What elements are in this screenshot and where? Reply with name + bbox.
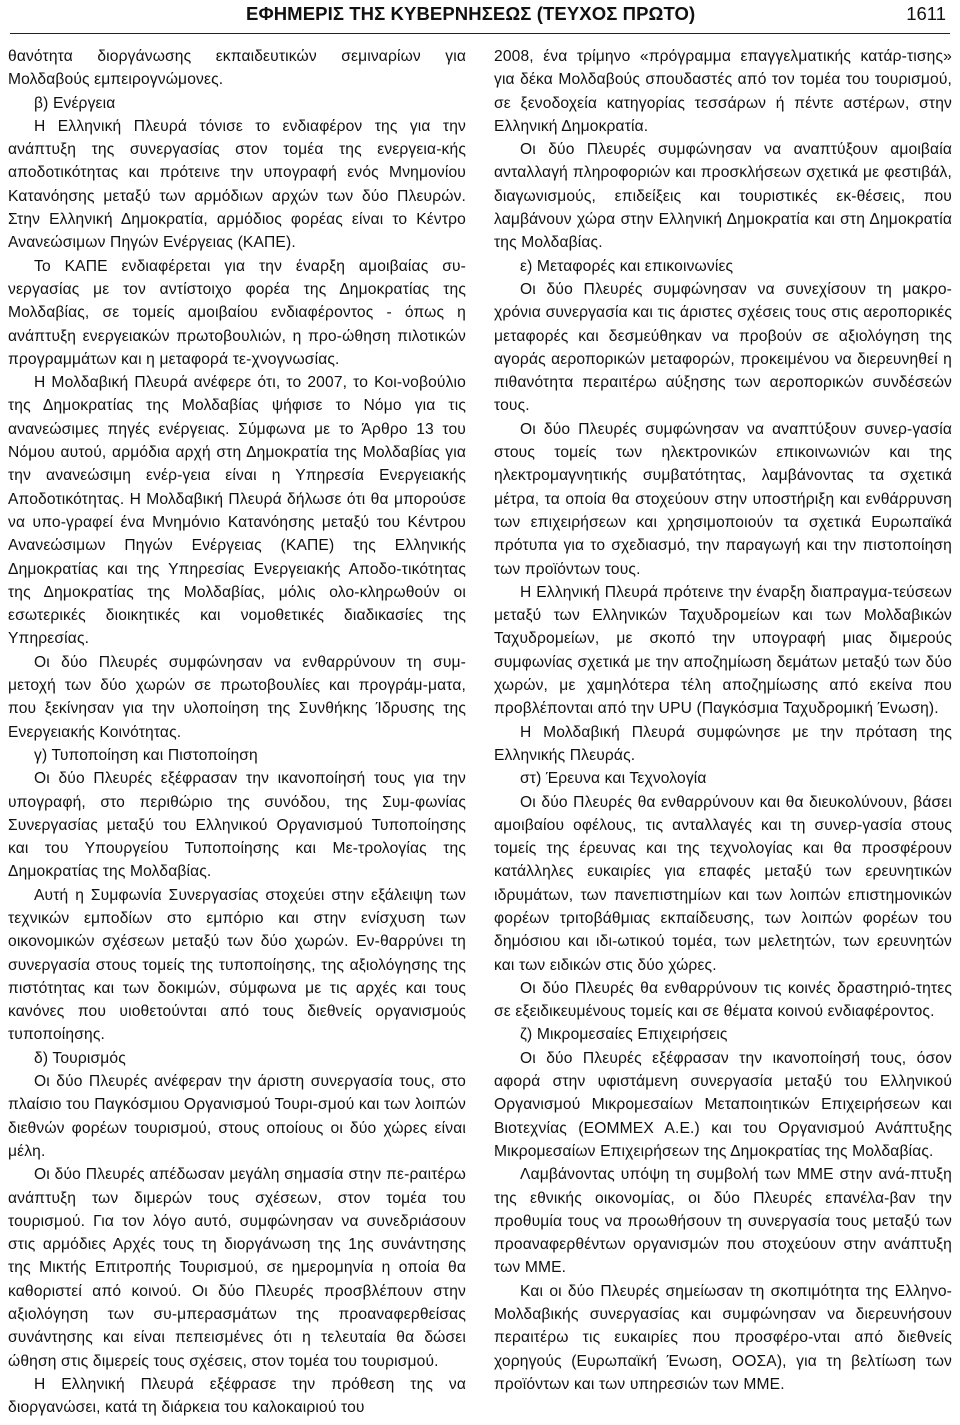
paragraph: Η Ελληνική Πλευρά εξέφρασε την πρόθεση της να διοργανώσει, κατά τη διάρκεια του καλοκαιριού του: [8, 1375, 466, 1417]
paragraph: Και οι δύο Πλευρές σημείωσαν τη σκοπιμότητα της Ελληνο-Μολδαβικής συνεργασίας και συμφώνησαν να διερευνήσουν περαιτέρω τις ευκαιρίες που προσφέρο-νται από διεθνείς χορηγούς (Ευρωπαϊκή Ένωση, ΟΟΣΑ), για τη βελτίωση των προϊόντων και των υπηρεσιών των ΜΜΕ.: [494, 1282, 952, 1393]
paragraph: Οι δύο Πλευρές θα ενθαρρύνουν τις κοινές δραστηριό-τητες σε εξειδικευμένους τομείς και σε θέματα κοινού ενδιαφέροντος.: [494, 979, 952, 1021]
paragraph: Η Ελληνική Πλευρά τόνισε το ενδιαφέρον της για την ανάπτυξη της συνεργασίας στον τομέα της ενεργεια-κής αποδοτικότητας και πρότεινε την υπογραφή ενός Μνημονίου Κατανόησης μεταξύ των αρμόδιων αρχών των δύο Πλευρών. Στην Ελληνική Δημοκρατία, αρμόδιος φορέας είναι το Κέντρο Ανανεώσιμων Πηγών Ενέργειας (ΚΑΠΕ).: [8, 117, 466, 252]
paragraph: Οι δύο Πλευρές εξέφρασαν την ικανοποίησή τους για την υπογραφή, στο περιθώριο της συνόδου, της Συμ-φωνίας Συνεργασίας μεταξύ του Ελληνικού Οργανισμού Τυποποίησης και του Υπουργείου Τυποποίησης και Με-τρολογίας της Δημοκρατίας της Μολδαβίας.: [8, 770, 466, 881]
header-divider: [10, 33, 950, 34]
paragraph: ε) Μεταφορές και επικοινωνίες: [520, 257, 734, 275]
paragraph: Οι δύο Πλευρές ανέφεραν την άριστη συνεργασία τους, στο πλαίσιο του Παγκόσμιου Οργανισμού Τουρι-σμού και των λοιπών διεθνών φορέων τουρισμού, στους οποίους οι δύο χώρες είναι μέλη.: [8, 1073, 466, 1160]
paragraph: Η Μολδαβική Πλευρά συμφώνησε με την πρόταση της Ελληνικής Πλευράς.: [494, 723, 952, 764]
paragraph: 2008, ένα τρίμηνο «πρόγραμμα επαγγελματικής κατάρ-τισης» για δέκα Μολδαβούς σπουδαστές από τον τομέα του τουρισμού, σε ξενοδοχεία κατηγορίας τεσσάρων ή πέντε αστέρων, στην Ελληνική Δημοκρατία.: [494, 48, 952, 135]
paragraph: Η Ελληνική Πλευρά πρότεινε την έναρξη διαπραγμα-τεύσεων μεταξύ των Ελληνικών Ταχυδρομείων και των Μολδαβικών Ταχυδρομείων, με σκοπό την υπογραφή μιας διμερούς συμφωνίας σχετικά με την αποζημίωση δεμάτων μεταξύ των δύο χωρών, με χαμηλότερα τέλη αποζημίωσης από εκείνα που προβλέπονται από την UPU (Παγκόσμια Ταχυδρομική Ένωση).: [494, 583, 952, 718]
paragraph: Οι δύο Πλευρές συμφώνησαν να ενθαρρύνουν τη συμ-μετοχή των δύο χωρών σε πρωτοβουλίες και προγράμ-ματα, που ξεκίνησαν για την υλοποίηση της Συνθήκης Ίδρυσης της Ενεργειακής Κοινότητας.: [8, 653, 466, 741]
paragraph: στ) Έρευνα και Τεχνολογία: [520, 770, 707, 788]
gazette-title: ΕΦΗΜΕΡΙΣ ΤΗΣ ΚΥΒΕΡΝΗΣΕΩΣ (ΤΕΥΧΟΣ ΠΡΩΤΟ): [246, 3, 696, 24]
paragraph: Λαμβάνοντας υπόψη τη συμβολή των ΜΜΕ στην ανά-πτυξη της εθνικής οικονομίας, οι δύο Πλευρές επανέλα-βαν την προθυμία τους να προωθήσουν τη συνεργασία τους μεταξύ των προαναφερθέντων οργανισμών που στοχεύουν στην ανάπτυξη των ΜΜΕ.: [494, 1166, 952, 1277]
paragraph: Αυτή η Συμφωνία Συνεργασίας στοχεύει στην εξάλειψη των τεχνικών εμποδίων στο εμπόριο και στην ενίσχυση των οικονομικών σχέσεων μεταξύ των δύο χωρών. Εν-θαρρύνει τη συνεργασία στους τομείς της τυποποίησης, της αξιολόγησης της πιστότητας και των δοκιμών, σύμφωνα με τις αρχές και τους κανόνες που υιοθετούνται από τους διεθνείς οργανισμούς τυποποίησης.: [8, 886, 466, 1044]
paragraph: β) Ενέργεια: [34, 94, 116, 112]
paragraph: δ) Τουρισμός: [34, 1049, 126, 1067]
paragraph: Οι δύο Πλευρές συμφώνησαν να αναπτύξουν συνερ-γασία στους τομείς των ηλεκτρονικών επικοινωνιών και της ηλεκτρομαγνητικής συμβατότητας, λαμβάνοντας τα σχετικά μέτρα, τα οποία θα στοχεύουν στην υποστήριξη και ενθάρρυνση των επιχειρήσεων και χρησιμοποιούν τα σχετικά Ευρωπαϊκά πρότυπα για το σχεδιασμό, την παραγωγή και την πιστοποίηση των προϊόντων τους.: [494, 420, 952, 578]
paragraph: Η Μολδαβική Πλευρά ανέφερε ότι, το 2007, το Κοι-νοβούλιο της Δημοκρατίας της Μολδαβίας ψήφισε το Νόμο για τις ανανεώσιμες πηγές ενέργειας. Σύμφωνα με το Άρθρο 13 του Νόμου αυτού, αρμόδια αρχή στη Δημοκρατία της Μολδαβίας για την ανανεώσιμη ενέρ-γεια είναι η Υπηρεσία Ενεργειακής Αποδοτικότητας. Η Μολδαβική Πλευρά δήλωσε ότι θα μπορούσε να υπο-γραφεί ένα Μνημόνιο Κατανόησης μεταξύ του Κέντρου Ανανεώσιμων Πηγών Ενέργειας (ΚΑΠΕ) της Ελληνικής Δημοκρατίας και της Υπηρεσίας Ενεργειακής Αποδο-τικότητας της Δημοκρατίας της Μολδαβίας, μόλις ολο-κληρωθούν οι εσωτερικές διοικητικές και νομοθετικές διαδικασίες της Υπηρεσίας.: [8, 374, 466, 648]
page-number: 1611: [906, 3, 946, 24]
paragraph: Οι δύο Πλευρές εξέφρασαν την ικανοποίησή τους, όσον αφορά στην υφιστάμενη συνεργασία μεταξύ του Ελληνικού Οργανισμού Μικρομεσαίων Μεταποιητικών Επιχειρήσεων και Βιοτεχνίας (ΕΟΜΜΕΧ Α.Ε.) και του Οργανισμού Ανάπτυξης Μικρομεσαίων Επιχειρήσεων της Δημοκρατίας της Μολδαβίας.: [494, 1049, 952, 1160]
left-column: [8, 45, 466, 1420]
paragraph: Οι δύο Πλευρές θα ενθαρρύνουν και θα διευκολύνουν, βάσει αμοιβαίου οφέλους, τις ανταλλαγές και τη συνερ-γασία στους τομείς της έρευνας και της τεχνολογίας και θα προσφέρουν κατάλληλες ευκαιρίες για επαφές μεταξύ των ερευνητικών ιδρυμάτων, των πανεπιστημίων και των λοιπών επιστημονικών φορέων τριτοβάθμιας εκπαίδευσης, των λοιπών φορέων του δημόσιου και ιδι-ωτικού τομέα, των μελετητών, των ερευνητών και των ειδικών στις δύο χώρες.: [494, 793, 952, 974]
right-column: [494, 45, 952, 1396]
paragraph: Οι δύο Πλευρές συμφώνησαν να αναπτύξουν αμοιβαία ανταλλαγή πληροφοριών και προσκλήσεων σχετικά με φεστιβάλ, διαγωνισμούς, επιδείξεις και τουριστικές εκ-θέσεις, που λαμβάνουν χώρα στην Ελληνική Δημοκρατία και στη Δημοκρατία της Μολδαβίας.: [494, 141, 952, 252]
paragraph: γ) Τυποποίηση και Πιστοποίηση: [34, 746, 258, 764]
paragraph: θανότητα διοργάνωσης εκπαιδευτικών σεμιναρίων για Μολδαβούς εμπειρογνώμονες.: [8, 48, 466, 89]
paragraph: Το ΚΑΠΕ ενδιαφέρεται για την έναρξη αμοιβαίας συ-νεργασίας με τον αντίστοιχο φορέα της Δημοκρατίας της Μολδαβίας, σε τομείς αμοιβαίου ενδιαφέροντος - όπως η ανάπτυξη ενεργειακών πρωτοβουλιών, η προ-ώθηση πιλοτικών προγραμμάτων και η μεταφορά τε-χνογνωσίας.: [8, 257, 466, 368]
paragraph: Οι δύο Πλευρές συμφώνησαν να συνεχίσουν τη μακρο-χρόνια συνεργασία και τις άριστες σχέσεις τους στις αεροπορικές μεταφορές και δεσμεύθηκαν να προβούν σε αξιολόγηση της αγοράς αεροπορικών μεταφορών, προκειμένου να διερευνηθεί η πιθανότητα περαιτέρω αύξησης των αεροπορικών συνδέσεών τους.: [494, 280, 952, 415]
paragraph: ζ) Μικρομεσαίες Επιχειρήσεις: [520, 1026, 728, 1044]
paragraph: Οι δύο Πλευρές απέδωσαν μεγάλη σημασία στην πε-ραιτέρω ανάπτυξη των διμερών τους σχέσεων, στον τομέα του τουρισμού. Για τον λόγο αυτό, συμφώνησαν να συνεδριάσουν στις αρμόδιες Αρχές τους τη διοργάνωση της 1ης συνάντησης της Μικτής Επιτροπής Τουρισμού, σε ημερομηνία η οποία θα καθοριστεί από κοινού. Οι δύο Πλευρές προσβλέπουν στην αξιολόγηση των συ-μπερασμάτων της προαναφερθείσας συνάντησης και είναι πεπεισμένες ότι η τελευταία θα δώσει ώθηση στις διμερείς τους σχέσεις, στον τομέα του τουρισμού.: [8, 1166, 466, 1370]
page-header: [0, 0, 960, 40]
